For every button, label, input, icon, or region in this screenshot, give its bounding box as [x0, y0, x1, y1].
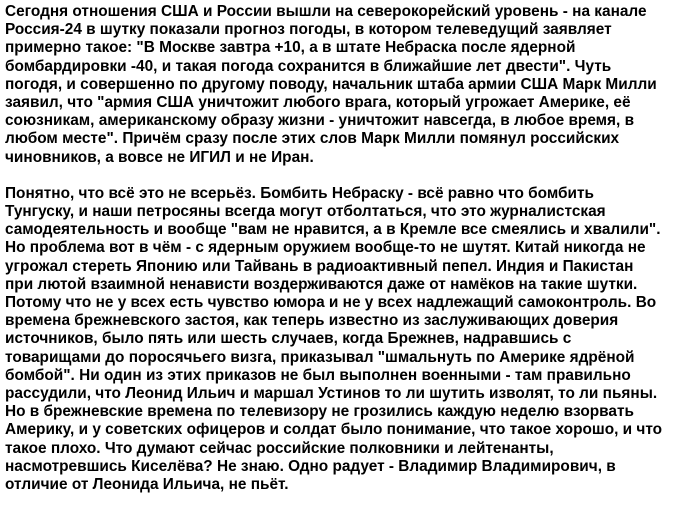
- text-line: союзникам, американскому образу жизни - уничтожит навсегда, в любое время, в: [5, 112, 635, 130]
- text-line: Потому что не у всех есть чувство юмора и не у всех надлежащий самоконтроль. Во: [5, 294, 657, 311]
- paragraph-2: [5, 185, 695, 494]
- text-line: при лютой взаимной ненависти воздерживаются даже от намёков на такие шутки.: [5, 275, 638, 293]
- text-line: Но в брежневские времена по телевизору не грозились каждую неделю взорвать: [5, 403, 634, 421]
- text-line: чиновников, а вовсе не ИГИЛ и не Иран.: [5, 148, 314, 166]
- text-line: заявил, что "армия США уничтожит любого врага, который угрожает Америке, её: [5, 93, 631, 111]
- text-line: самодеятельность и вообще "вам не нравится, а в Кремле все смеялись и хвалили".: [5, 221, 661, 239]
- text-line: источников, было пять или шесть случаев, когда Брежнев, надравшись с: [5, 330, 572, 348]
- text-line: любом месте". Причём сразу после этих слов Марк Милли помянул российских: [5, 130, 620, 148]
- paragraph-1: [5, 3, 695, 167]
- text-line: насмотревшись Киселёва? Не знаю. Одно радует - Владимир Владимирович, в: [5, 457, 616, 475]
- text-line: Тунгуску, и наши петросяны всегда могут отболтаться, что это журналистская: [5, 203, 606, 221]
- text-line: Сегодня отношения США и России вышли на северокорейский уровень - на канале: [5, 3, 647, 20]
- text-line: угрожал стереть Японию или Тайвань в радиоактивный пепел. Индия и Пакистан: [5, 257, 634, 275]
- text-line: погодя, и совершенно по другому поводу, начальник штаба армии США Марк Милли: [5, 75, 657, 93]
- text-line: бомбардировки -40, и такая погода сохранится в ближайшие лет двести". Чуть: [5, 57, 612, 75]
- text-line: Понятно, что всё это не всерьёз. Бомбить Небраску - всё равно что бомбить: [5, 184, 594, 202]
- text-line: примерно такое: "В Москве завтра +10, а в штате Небраска после ядерной: [5, 39, 576, 57]
- text-line: бомбой". Ни один из этих приказов не был выполнен военными - там правильно: [5, 366, 631, 384]
- text-line: товарищами до поросячьего визга, приказывал "шмальнуть по Америке ядрёной: [5, 348, 635, 366]
- text-line: рассудили, что Леонид Ильич и маршал Устинов то ли шутить изволят, то ли пьяны.: [5, 384, 658, 402]
- paragraph-gap: [5, 167, 695, 185]
- text-line: времена брежневского застоя, как теперь известно из заслуживающих доверия: [5, 312, 619, 330]
- text-line: Россия-24 в шутку показали прогноз погоды, в котором телеведущий заявляет: [5, 21, 612, 39]
- text-line: такое плохо. Что думают сейчас российские полковники и лейтенанты,: [5, 439, 554, 457]
- text-line: Но проблема вот в чём - с ядерным оружием вообще-то не шутят. Китай никогда не: [5, 239, 646, 257]
- text-line: Америку, и у советских офицеров и солдат было понимание, что такое хорошо, и что: [5, 421, 663, 439]
- text-line: отличие от Леонида Ильича, не пьёт.: [5, 475, 289, 493]
